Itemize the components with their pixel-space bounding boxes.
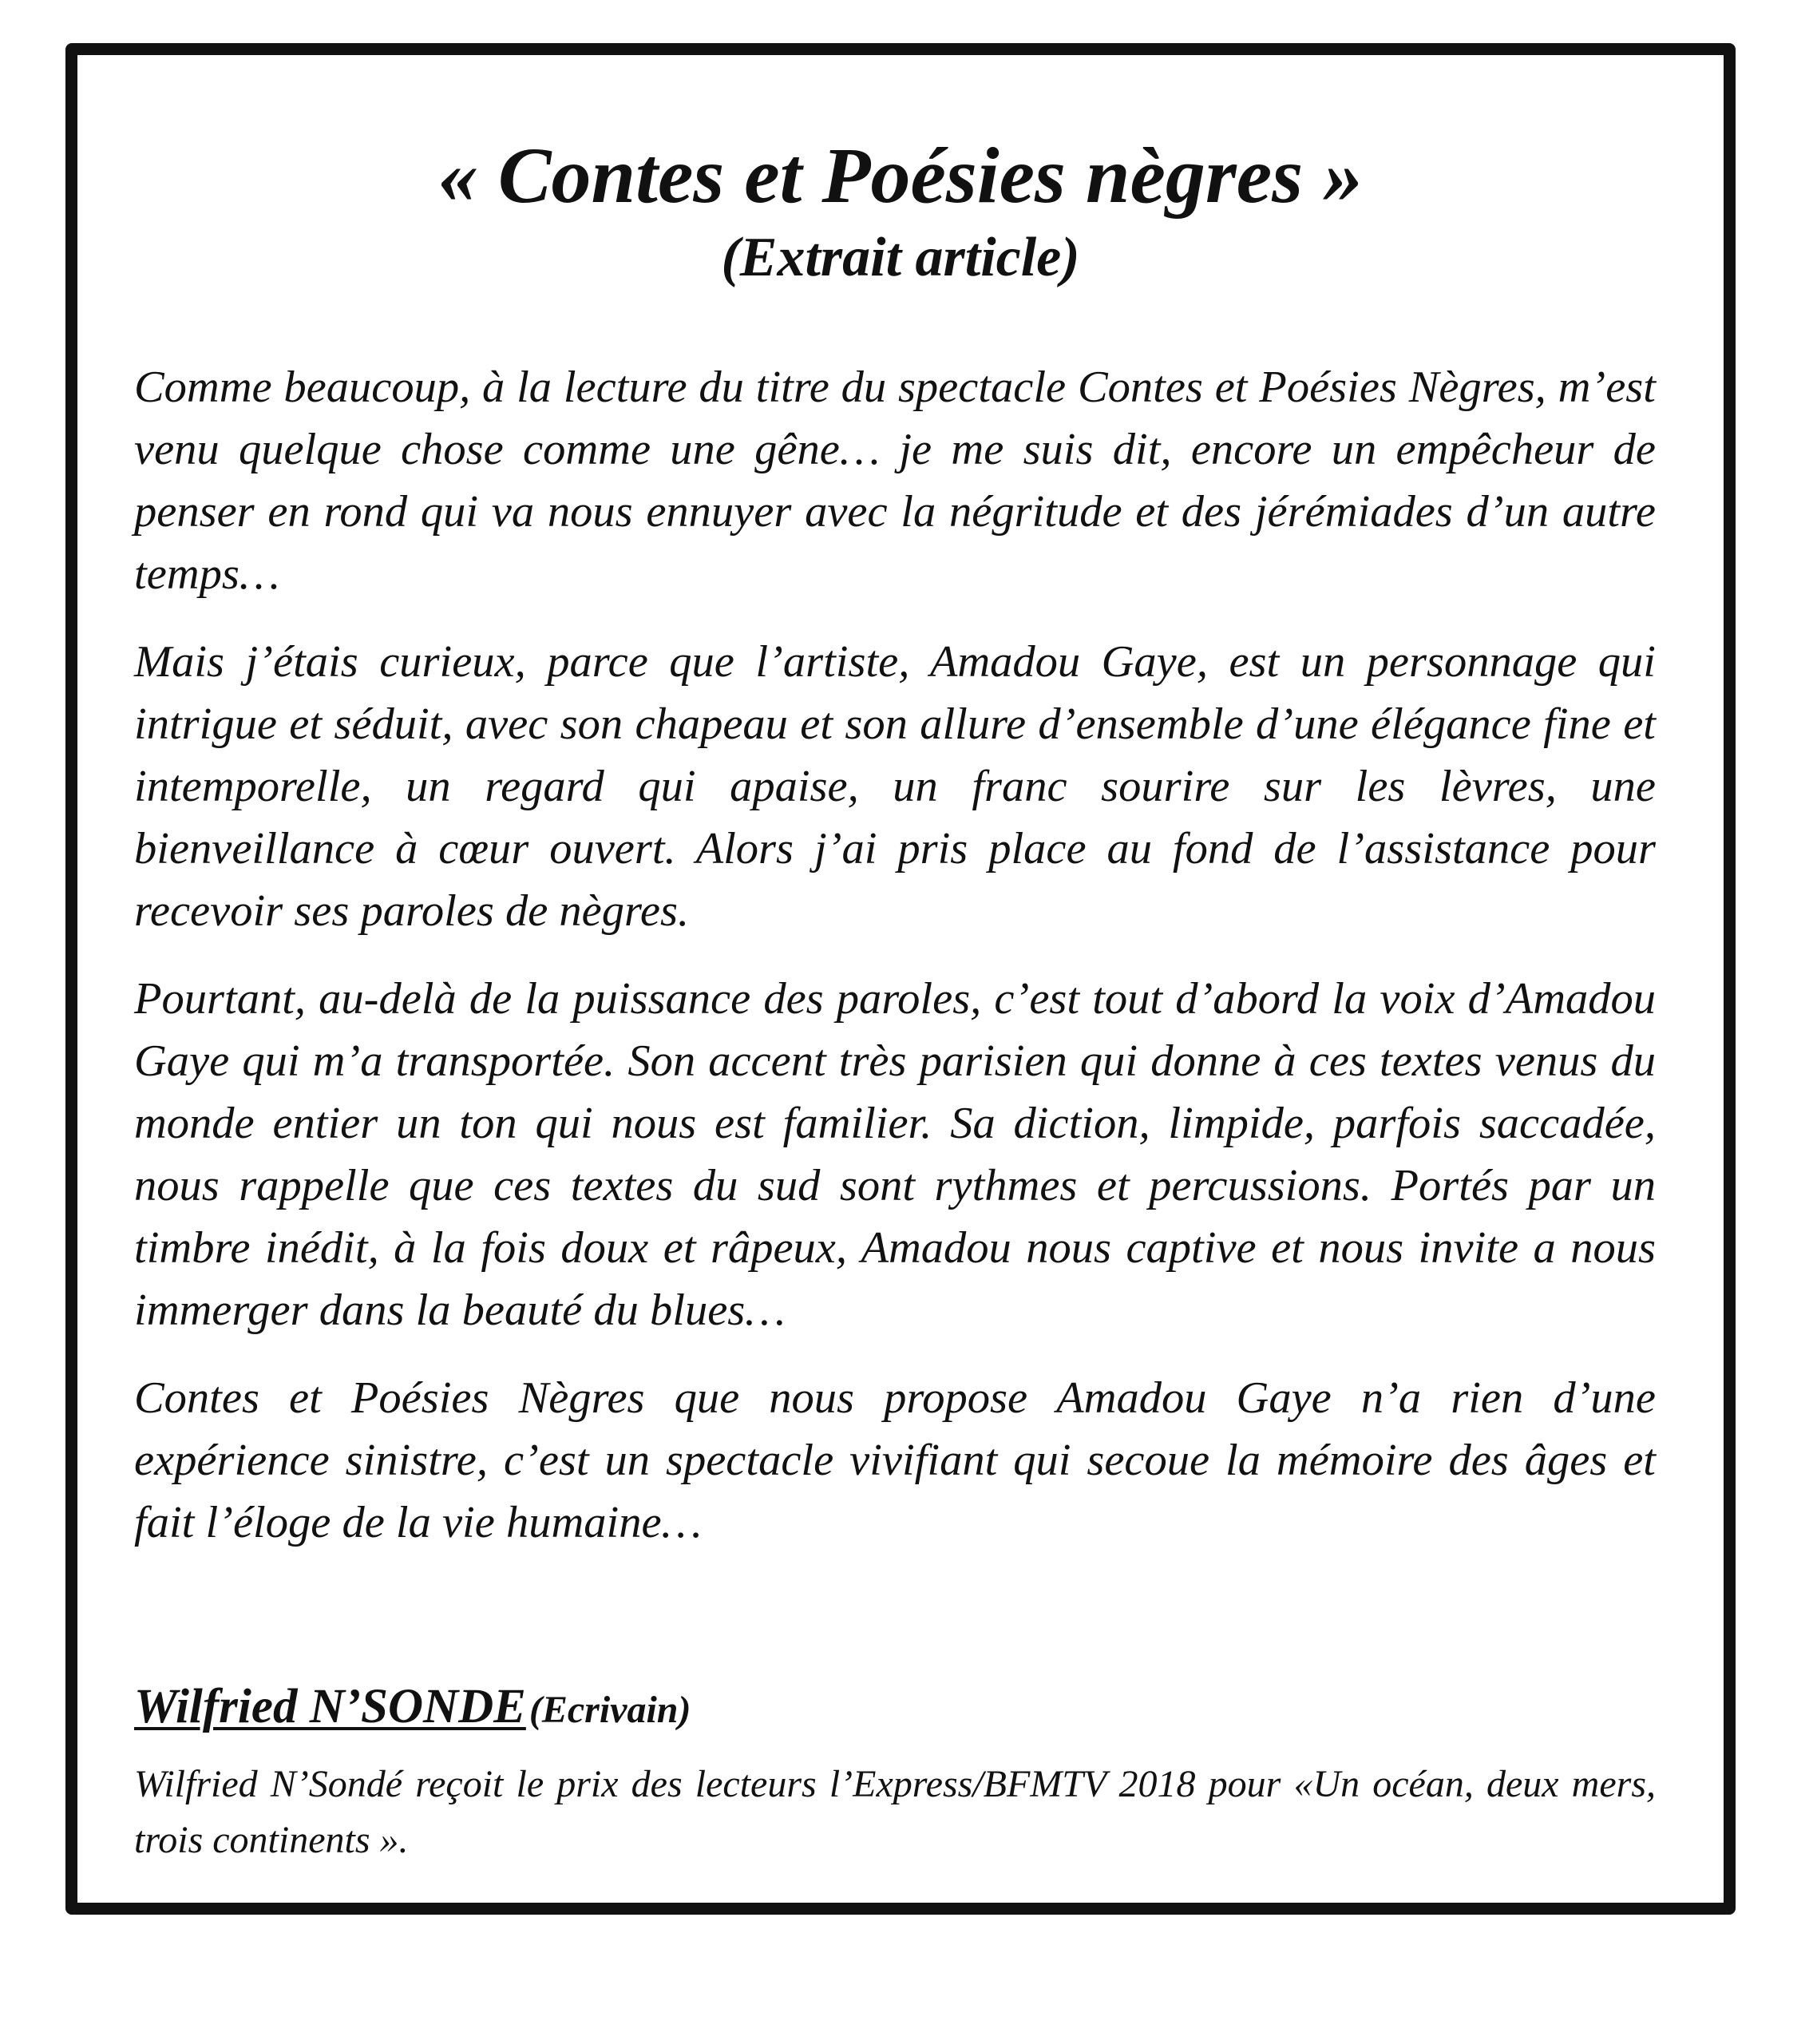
author-note: Wilfried N’Sondé reçoit le prix des lecteurs l’Express/BFMTV 2018 pour «Un océan, deux mers, trois continents ». (134, 1763, 1656, 1861)
paragraph: Mais j’étais curieux, parce que l’artiste, Amadou Gaye, est un personnage qui intrigue et séduit, avec son chapeau et son allure d’ensemble d’une élégance fine et intemporelle, un regard qui apaise, un franc sourire sur les lèvres, une bienveillance à cœur ouvert. Alors j’ai pris place au fond de l’assistance pour recevoir ses paroles de nègres. (134, 637, 1656, 936)
author-signature (134, 1675, 691, 1751)
article-subtitle: (Extrait article) (721, 227, 1080, 288)
article-title: « Contes et Poésies nègres » (437, 131, 1364, 220)
author-role: (Ecrivain) (528, 1689, 691, 1731)
author-name: Wilfried N’SONDE (134, 1680, 526, 1733)
article-body (134, 356, 1656, 1579)
paragraph: Pourtant, au-delà de la puissance des paroles, c’est tout d’abord la voix d’Amadou Gaye qui m’a transportée. Son accent très parisien qui donne à ces textes venus du monde entier un ton qui nous est familier. Sa diction, limpide, parfois saccadée, nous rappelle que ces textes du sud sont rythmes et percussions. Portés par un timbre inédit, à la fois doux et râpeux, Amadou nous captive et nous invite a nous immerger dans la beauté du blues… (134, 974, 1656, 1335)
paragraph: Contes et Poésies Nègres que nous propose Amadou Gaye n’a rien d’une expérience sinistre, c’est un spectacle vivifiant qui secoue la mémoire des âges et fait l’éloge de la vie humaine… (134, 1373, 1656, 1547)
paragraph: Comme beaucoup, à la lecture du titre du spectacle Contes et Poésies Nègres, m’est venu quelque chose comme une gêne… je me suis dit, encore un empêcheur de penser en rond qui va nous ennuyer avec la négritude et des jérémiades d’un autre temps… (134, 362, 1656, 599)
